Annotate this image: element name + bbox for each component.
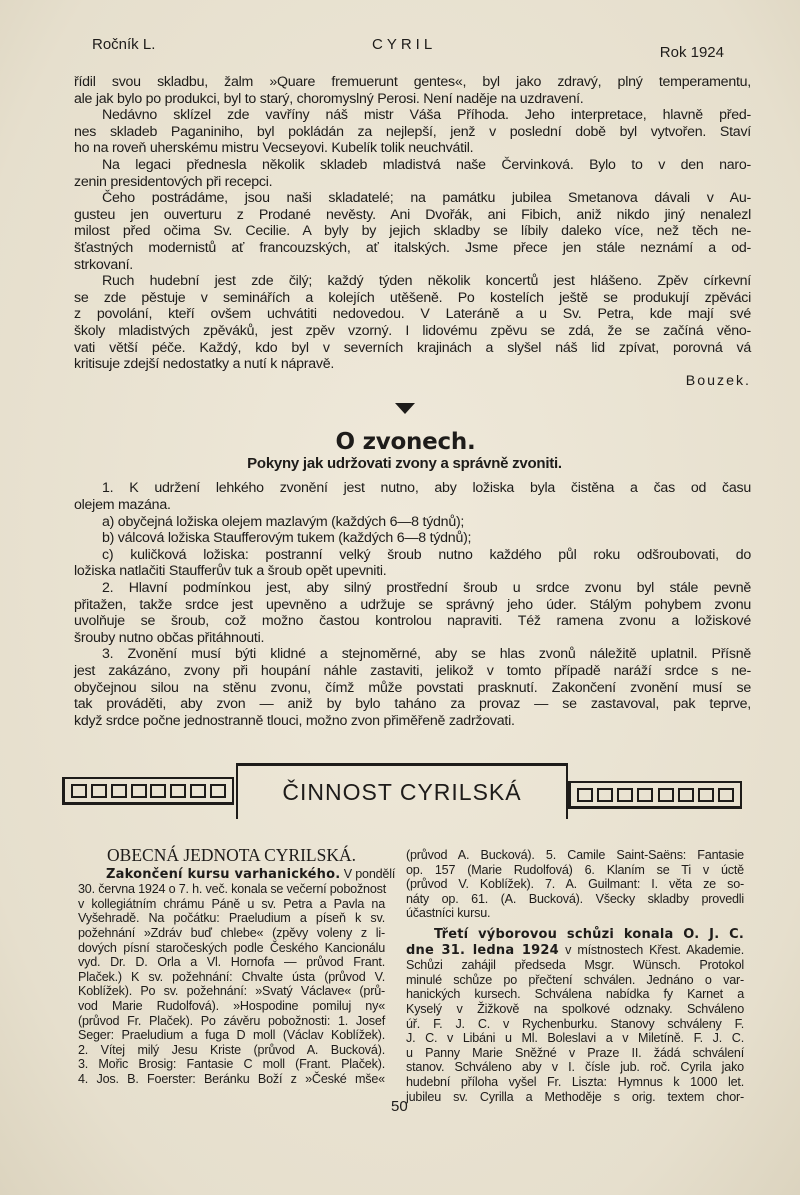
text-line: b) válcová ložiska Staufferovým tukem (každých 6—8 týdnů); [102, 530, 472, 547]
section-divider-triangle-icon [395, 403, 415, 414]
text-line: hanických kursech. Schválena nabídka fy Karnet a [406, 987, 744, 1002]
text-line: Nedávno sklízel zde vavříny náš mistr Váša Příhoda. Jeho interpretace, hlavně před- [102, 107, 751, 124]
text-line: a) obyčejná ložiska olejem mazlavým (každých 6—8 týdnů); [102, 513, 465, 530]
text-line: Na legaci přednesla několik skladeb mladistvá naše Červinková. Bylo to v den naro- [102, 156, 751, 173]
text-line [406, 927, 744, 943]
text-line: minulé schůze po přečtení schválen. Jednáno o var- [406, 972, 744, 987]
paragraph [74, 190, 751, 273]
paragraph [74, 530, 751, 547]
text-line: ale jak bylo po produkci, byl to starý, choromyslný Perosi. Není naděje na uzdravení. [74, 90, 584, 107]
text-line: tak prováděti, aby zvon — aniž by bylo taháno za provaz — se zastavoval, pak teprve, [74, 696, 751, 713]
paragraph [74, 74, 751, 107]
paragraph [74, 547, 751, 580]
text-line: Vyšehradě. Na počátku: Praeludium a píseň k sv. [78, 911, 385, 926]
text-line: 4. Jos. B. Foerster: Beránku Boží z »České mše« [78, 1071, 385, 1086]
left-column [78, 845, 396, 1093]
text-line: se zde pěstuje v seminářích a kolejích utěšeně. Po kostelích ještě se produkují zpěváci [74, 289, 751, 306]
banner-ornament-left [62, 777, 234, 805]
text-line: Zakončení kursu varhanického. V pondělí [106, 866, 396, 882]
text-line: Seger: Praeludium a fuga D moll (Václav Koblížek). [78, 1028, 385, 1043]
author-signature: Bouzek. [685, 372, 751, 389]
banner-ornament-right [568, 781, 742, 809]
paragraph [406, 848, 744, 921]
text-line: Plaček.) K sv. požehnání: Chvalte ústa (průvod V. [78, 969, 385, 984]
text-line: op. 157 (Marie Rudolfová) 6. Klaním se Ti v úctě [406, 862, 744, 877]
bold-lead: Třetí výborovou schůzi konala O. J. C. [434, 926, 744, 942]
right-column [406, 848, 744, 1110]
banner-title: ČINNOST CYRILSKÁ [236, 763, 568, 819]
text-line: 2. Vítej milý Jesu Kriste (průvod A. Bucková). [78, 1042, 385, 1057]
section-banner [62, 763, 742, 819]
text-line: řídil svou skladbu, žalm »Quare fremuerunt gentes«, byl jako zdravý, plný temperamentu, [74, 74, 751, 90]
paragraph [74, 157, 751, 190]
text-line: Kyselý v Žižkově na spolkové odznaky. Schváleno [406, 1001, 744, 1016]
text-line: ho na roveň uherskému mistru Vecseyovi. Kubelík tolik neuchvátil. [74, 140, 474, 157]
text-line: 30. června 1924 o 7. h. več. konala se večerní pobožnost [78, 882, 387, 897]
text-line: šťastných modernistů ať francouzských, ať italských. Jsme přece jen stále neznámí a od- [74, 239, 751, 256]
text-line: dne 31. ledna 1924 v místnostech Křest. Akademie. [406, 942, 744, 958]
text-line: účastníci kursu. [406, 906, 491, 921]
article-rome-report [74, 74, 751, 373]
text-line: u Panny Marie Sněžné v Praze II. žádá schválení [406, 1045, 744, 1060]
text-line: dových písní staročeských podle Českého Kancionálu [78, 940, 385, 955]
journal-title: CYRIL [372, 36, 437, 53]
text-line: Schůzi zahájil předseda Msgr. Wünsch. Protokol [406, 958, 744, 973]
article-bells [74, 480, 751, 729]
text-line: jest zakázáno, zvony při houpání náhle zastaviti, jelikož v tomto případě naráží srdce s ne- [74, 663, 751, 679]
text-line: 3. Mořic Brosig: Fantasie C moll (Frant. Plaček). [78, 1057, 385, 1072]
year-label: Rok 1924 [659, 44, 724, 61]
text-line: 1. K udržení lehkého zvonění jest nutno, aby ložiska byla čistěna a čas od času [102, 480, 751, 497]
paragraph [74, 580, 751, 646]
text-line: gusteu jen ouverturu z Prodané nevěsty. Ani Dvořák, ani Fibich, aniž nikdo jiný nenalezl [74, 206, 751, 223]
column-heading: OBECNÁ JEDNOTA CYRILSKÁ. [107, 845, 356, 865]
text-line: stanov. Schváleno aby v I. čísle jub. roč. Cyrila jako [406, 1060, 744, 1075]
text-line: kritisuje zdejší nedostatky a nutí k nápravě. [74, 356, 335, 373]
text-line: úř. F. J. C. v Rychenburku. Stanovy schváleny F. [406, 1016, 744, 1031]
bold-lead: Zakončení kursu varhanického. [106, 866, 341, 882]
text-line: (průvod Fr. Plaček). Po závěru pobožnosti: 1. Josef [78, 1013, 385, 1028]
article-subtitle: Pokyny jak udržovati zvony a správně zvoniti. [247, 454, 562, 472]
text-line: strkovaní. [74, 256, 134, 273]
paragraph [406, 927, 744, 1104]
text-line: požehnání »Zdráv buď chlebe« (zpěvy voleny z li- [78, 925, 385, 940]
text-line: obyčejnou silou na stěnu zvonu, čímž může povstati prasknutí. Zakončení zvonění musí se [74, 679, 751, 696]
main-text [74, 74, 751, 729]
text-line: přitažen, takže srdce jest upevněno a udržuje se správný jeho úder. Stálým pohybem zvonu [74, 596, 751, 613]
text-line: vod Marie Rudolfová). »Hospodine pomiluj ny« [78, 998, 385, 1013]
left-column-body [78, 866, 396, 1087]
text-line: milost před očima Sv. Cecilie. A byly by jejich skladby se líbily daleko více, než těch ne- [74, 223, 751, 240]
text-line: hudební příloha vyšel Fr. Liszta: Hymnus k 1000 let. [406, 1074, 744, 1089]
text-line: vyd. Dr. D. Orla a Vl. Hornofa — průvod Frant. [78, 955, 385, 970]
text-line: olejem mazána. [74, 497, 171, 514]
text-line: 2. Hlavní podmínkou jest, aby silný prostřední šroub u srdce zvonu byl stále pevně [102, 580, 751, 597]
text-line: jubileu sv. Cyrilla a Methoděje s orig. textem chor- [406, 1089, 744, 1104]
article-title: O zvonech. [335, 429, 476, 456]
page-number: 50 [391, 1098, 408, 1115]
text-line: z povolání, kteří ovšem uchvátiti nedovedou. V Lateráně a u Sv. Petra, kde mají své [74, 306, 751, 323]
text-line: náty op. 61. (A. Bucková). Všecky skladby provedli [406, 891, 744, 906]
text-line: 3. Zvonění musí býti klidné a stejnoměrné, aby se hlas zvonů náležitě uplatnil. Přísně [102, 646, 751, 663]
text-line: (průvod V. Koblížek). 7. A. Guilmant: I. věta ze so- [406, 877, 744, 892]
text-line: nes skladeb Paganiniho, byl pokládán za nejlepší, jenž v poslední době byl vytvořen. Staví [74, 123, 751, 140]
text-line: ložiska natlačiti Staufferův tuk a šroub opět upevniti. [74, 563, 387, 580]
paragraph [74, 514, 751, 531]
paragraph [74, 646, 751, 729]
text-line: uvolňuje se šroub, což možno častou kontrolou napraviti. Též ramena zvonu a ložiskové [74, 613, 751, 630]
paragraph [74, 480, 751, 513]
paragraph [78, 866, 396, 1087]
paragraph [74, 107, 751, 157]
text-line: Ruch hudební jest zde čilý; každý týden několik koncertů jest hlášeno. Zpěv církevní [102, 273, 751, 290]
text-line: Čeho postrádáme, jsou naši skladatelé; na památku jubilea Smetanova dávali v Au- [102, 190, 751, 207]
text-line: Koblížek). Po sv. požehnání: »Svatý Václave« (prů- [78, 984, 385, 999]
right-column-body [406, 848, 744, 1104]
volume-label: Ročník L. [92, 36, 156, 53]
paragraph [74, 273, 751, 373]
text-line: vati větší péče. Každý, kdo byl v severních krajinách a slyšel náš lid zpívat, porovná vá [74, 339, 751, 356]
text-line: c) kuličková ložiska: postranní velký šroub nutno každého půl roku odšroubovati, do [102, 546, 751, 563]
text-line: šrouby nutno občas přitáhnouti. [74, 629, 265, 646]
text-line: v kollegiátním chrámu Páně u sv. Petra a Pavla na [78, 896, 385, 911]
text-line: (průvod A. Bucková). 5. Camile Saint-Saëns: Fantasie [406, 848, 744, 862]
text-line: zenin presidentových při recepci. [74, 173, 273, 190]
bold-lead: dne 31. ledna 1924 [406, 942, 559, 958]
text-line: školy mladistvých zpěváků, jest zpěv vzorný. I lidovému zpěvu se zdá, že se začíná věno- [74, 322, 751, 339]
text-line: když srdce počne jednostranně tlouci, možno zvon přiměřeně zadržovati. [74, 712, 515, 729]
text-line: J. C. v Libáni u Ml. Boleslavi a v Miletíně. F. J. C. [406, 1031, 744, 1046]
